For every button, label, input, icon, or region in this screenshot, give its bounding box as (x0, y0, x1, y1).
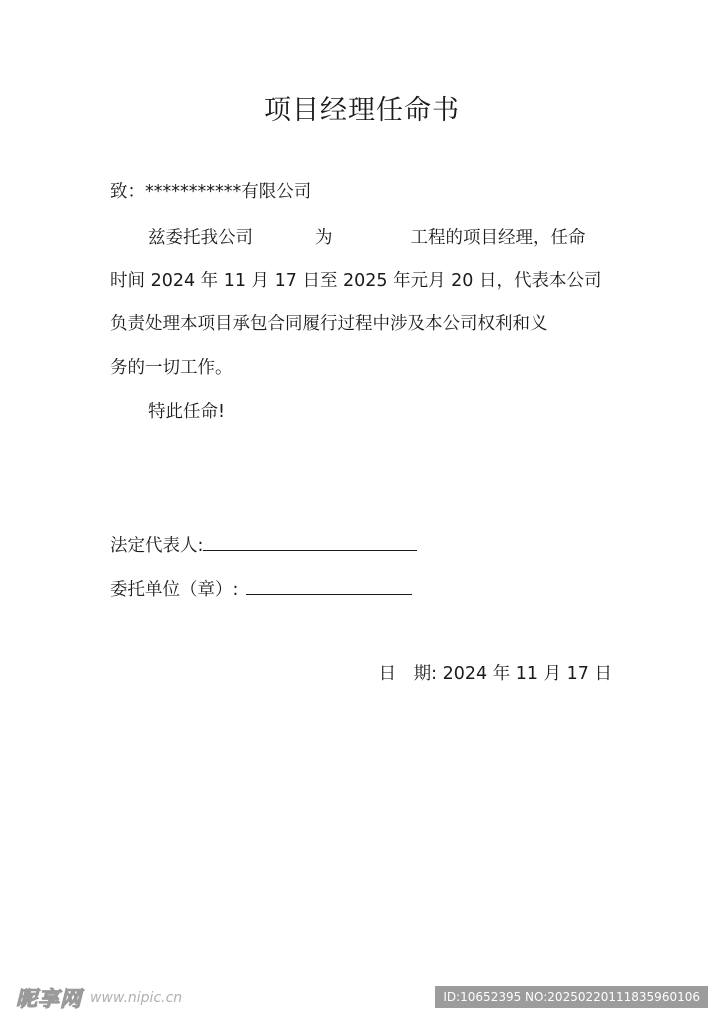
body-line-1-part-b: 为 (315, 228, 333, 248)
body-line-1-part-c: 工程的项目经理，任命 (410, 228, 586, 248)
legal-representative-blank (203, 532, 417, 551)
date-line: 日 期: 2024 年 11 月 17 日 (378, 664, 612, 684)
body-line-4: 务的一切工作。 (110, 358, 233, 378)
watermark-url: www.nipic.cn (90, 990, 183, 1006)
body-line-1-part-a: 兹委托我公司 (148, 228, 253, 248)
entrusting-unit-label: 委托单位（章）: (110, 580, 239, 600)
watermark-logo-group (16, 986, 182, 1010)
legal-representative-line (110, 532, 417, 558)
entrusting-unit-line (110, 576, 412, 602)
entrusting-unit-blank (246, 576, 412, 595)
body-line-3: 负责处理本项目承包合同履行过程中涉及本公司权利和义 (110, 314, 548, 334)
watermark-logo: 昵享网 (16, 987, 82, 1011)
watermark-id-badge: ID:10652395 NO:20250220111835960106 (435, 986, 708, 1008)
legal-representative-label: 法定代表人: (110, 536, 204, 556)
addressee-line: 致：***********有限公司 (110, 182, 312, 202)
document-title: 项目经理任命书 (264, 95, 460, 126)
body-line-1 (148, 226, 586, 250)
body-line-2: 时间 2024 年 11 月 17 日至 2025 年元月 20 日，代表本公司 (110, 271, 602, 291)
closing-line: 特此任命! (148, 402, 226, 422)
